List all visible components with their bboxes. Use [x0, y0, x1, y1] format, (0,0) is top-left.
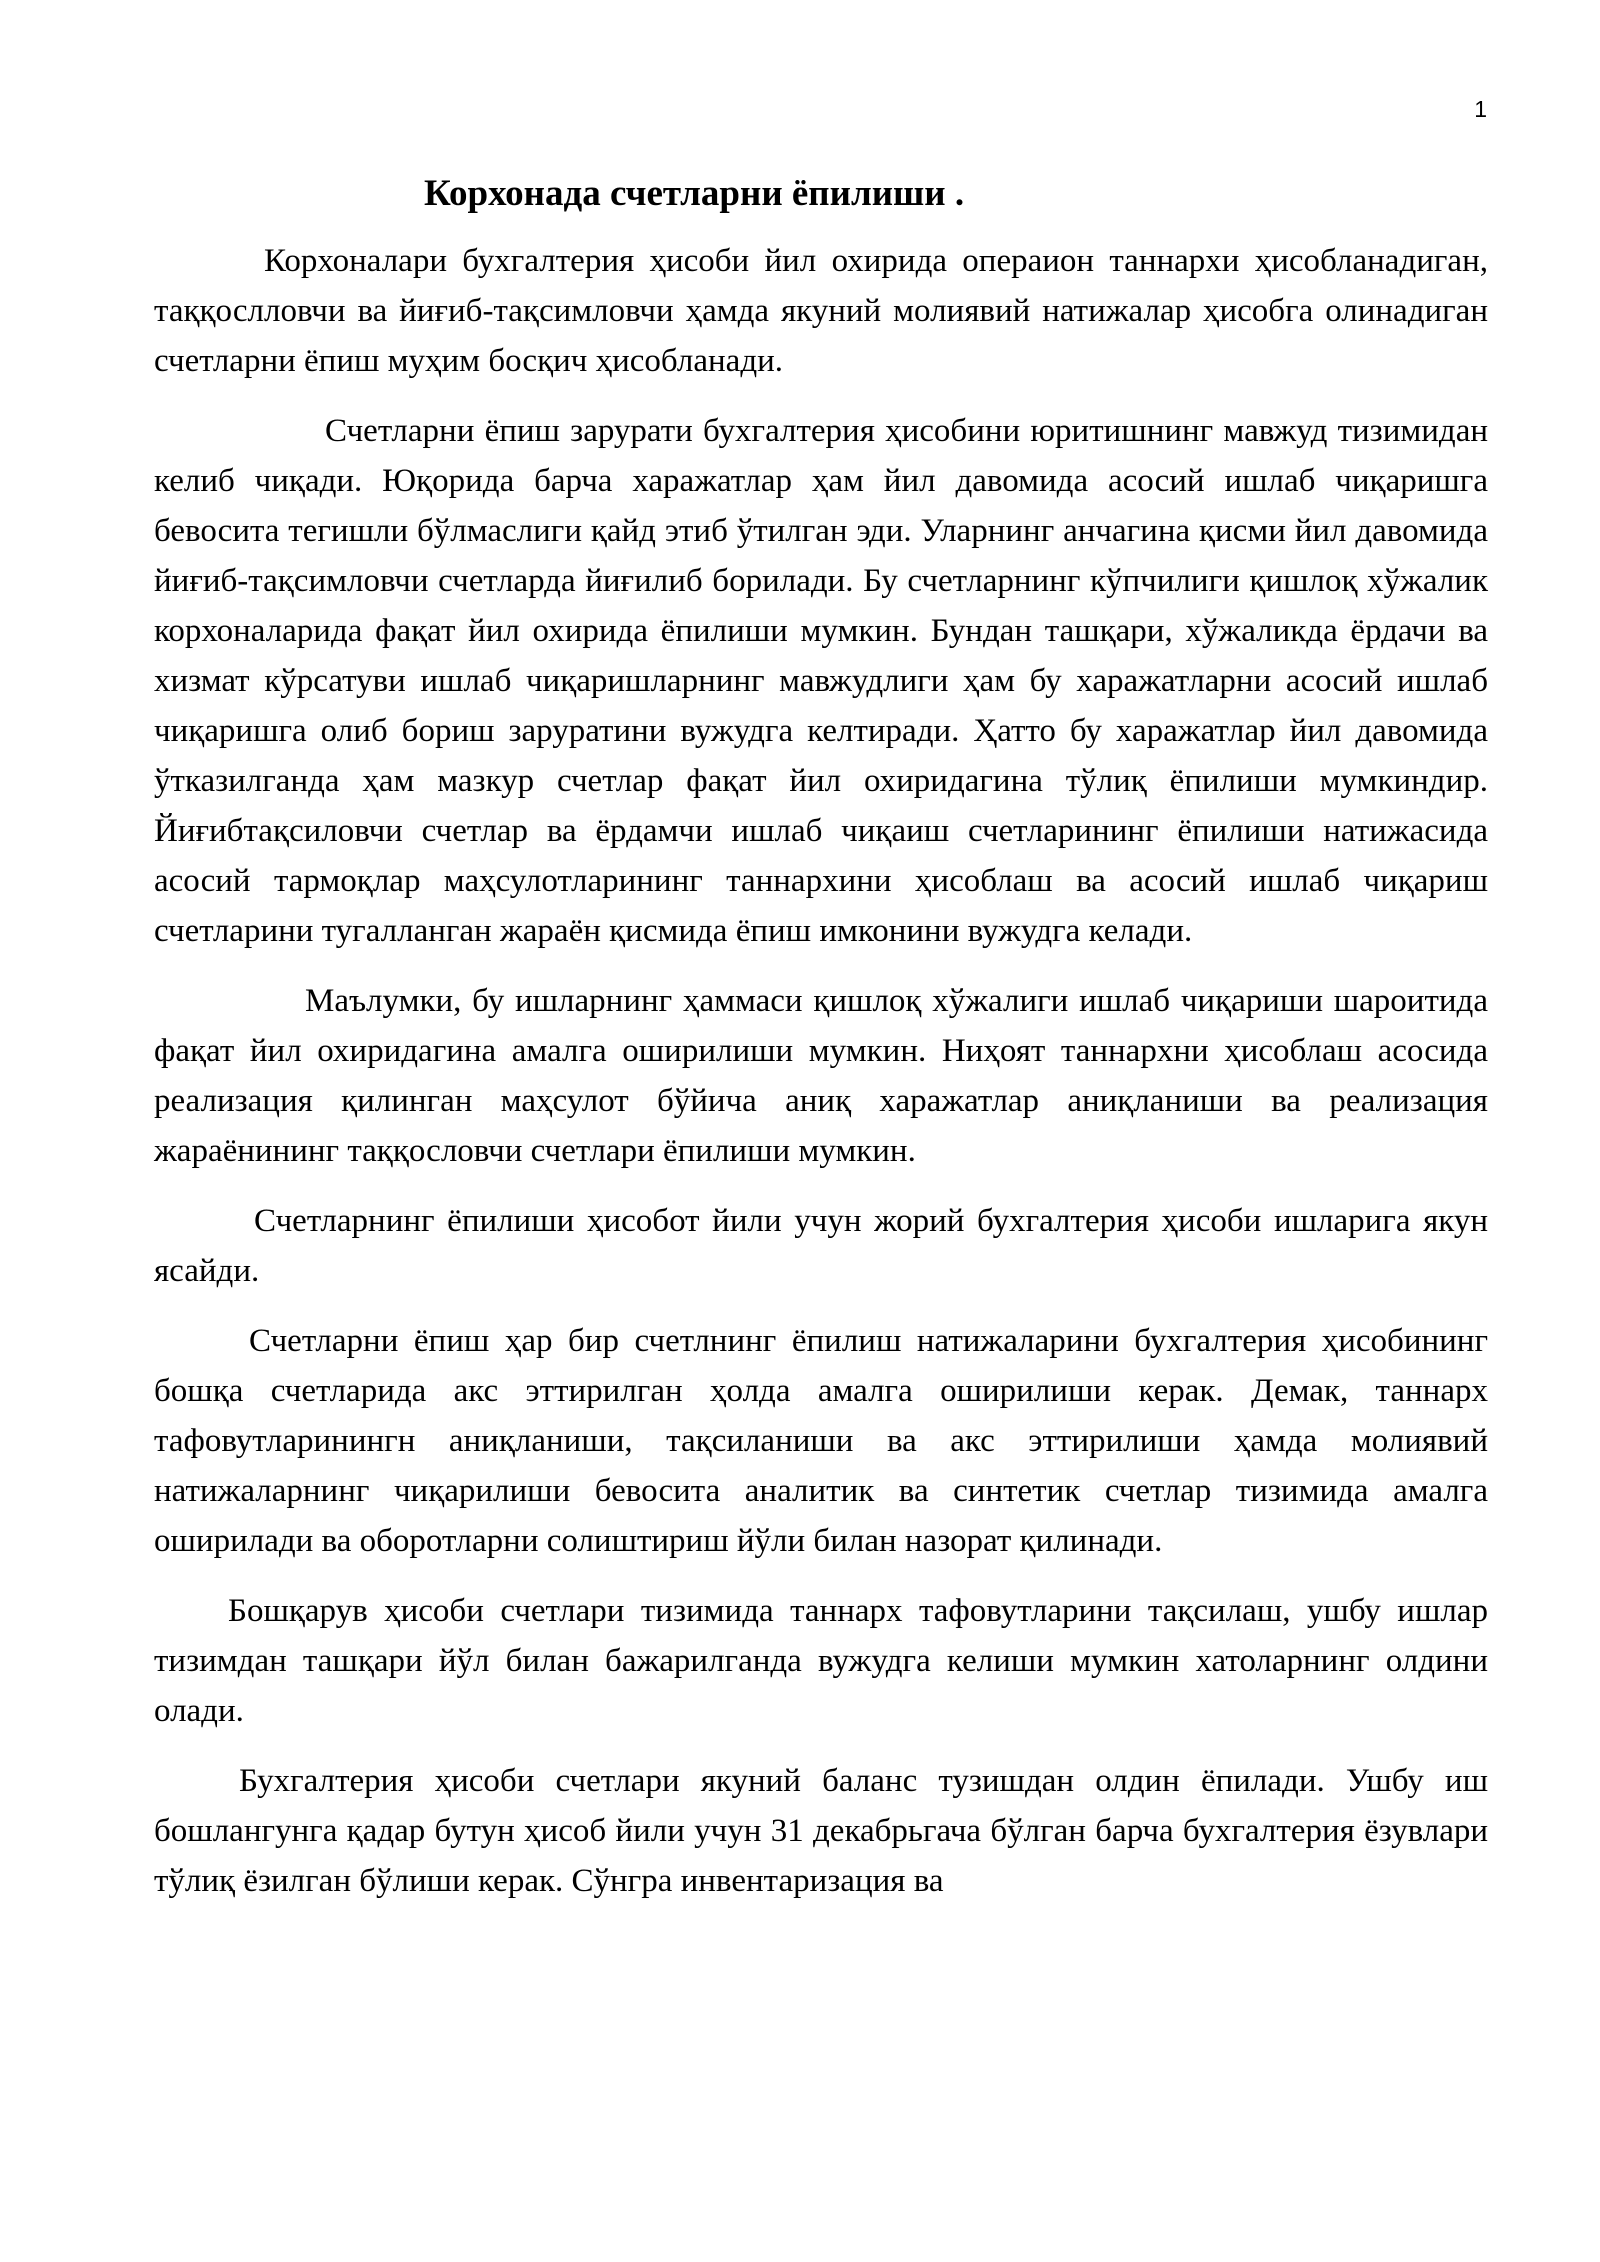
- paragraph-6: Бошқарув ҳисоби счетлари тизимида таннарх тафовутларини тақсилаш, ушбу ишлар тизимдан ташқари йўл билан бажарилганда вужудга келиши мумкин хатоларнинг олдини олади.: [154, 1593, 1488, 1730]
- paragraph-7: Бухгалтерия ҳисоби счетлари якуний баланс тузишдан олдин ёпилади. Ушбу иш бошлангунга қадар бутун ҳисоб йили учун 31 декабрьгача бўлган барча бухгалтерия ёзувлари тўлиқ ёзилган бўлиши керак. Сўнгра инвентаризация ва: [154, 1763, 1488, 1900]
- document-title: Корхонада счетларни ёпилиши .: [424, 173, 965, 214]
- paragraph-4: Счетларнинг ёпилиши ҳисобот йили учун жорий бухгалтерия ҳисоби ишларига якун ясайди.: [154, 1203, 1488, 1290]
- document-body: [154, 170, 1488, 1906]
- paragraph-3: Маълумки, бу ишларнинг ҳаммаси қишлоқ хўжалиги ишлаб чиқариши шароитида фақат йил охиридагина амалга оширилиши мумкин. Ниҳоят таннархни ҳисоблаш асосида реализация қилинган маҳсулот бўйича аниқ харажатлар аниқланиши ва реализация жараёнининг таққословчи счетлари ёпилиши мумкин.: [154, 983, 1488, 1170]
- paragraph-1: Корхоналари бухгалтерия ҳисоби йил охирида операион таннархи ҳисобланадиган, таққослловчи ва йиғиб-тақсимловчи ҳамда якуний молиявий натижалар ҳисобга олинадиган счетларни ёпиш муҳим босқич ҳисобланади.: [154, 243, 1488, 380]
- paragraph-2: Счетларни ёпиш зарурати бухгалтерия ҳисобини юритишнинг мавжуд тизимидан келиб чиқади. Юқорида барча харажатлар ҳам йил давомида асосий ишлаб чиқаришга бевосита тегишли бўлмаслиги қайд этиб ўтилган эди. Уларнинг анчагина қисми йил давомида йиғиб-тақсимловчи счетларда йиғилиб борилади. Бу счетларнинг кўпчилиги қишлоқ хўжалик корхоналарида фақат йил охирида ёпилиши мумкин. Бундан ташқари, хўжаликда ёрдачи ва хизмат кўрсатуви ишлаб чиқаришларнинг мавжудлиги ҳам бу харажатларни асосий ишлаб чиқаришга олиб бориш заруратини вужудга келтиради. Ҳатто бу харажатлар йил давомида ўтказилганда ҳам мазкур счетлар фақат йил охиридагина тўлиқ ёпилиши мумкиндир. Йиғибтақсиловчи счетлар ва ёрдамчи ишлаб чиқаиш счетларининг ёпилиши натижасида асосий тармоқлар маҳсулотларининг таннархини ҳисоблаш ва асосий ишлаб чиқариш счетларини тугалланган жараён қисмида ёпиш имконини вужудга келади.: [154, 413, 1488, 950]
- page-number: 1: [1474, 96, 1487, 122]
- paragraph-5: Счетларни ёпиш ҳар бир счетлнинг ёпилиш натижаларини бухгалтерия ҳисобининг бошқа счетларида акс эттирилган ҳолда амалга оширилиши керак. Демак, таннарх тафовутларинингн аниқланиши, тақсиланиши ва акс эттирилиши ҳамда молиявий натижаларнинг чиқарилиши бевосита аналитик ва синтетик счетлар тизимида амалга оширилади ва оборотларни солиштириш йўли билан назорат қилинади.: [154, 1323, 1488, 1560]
